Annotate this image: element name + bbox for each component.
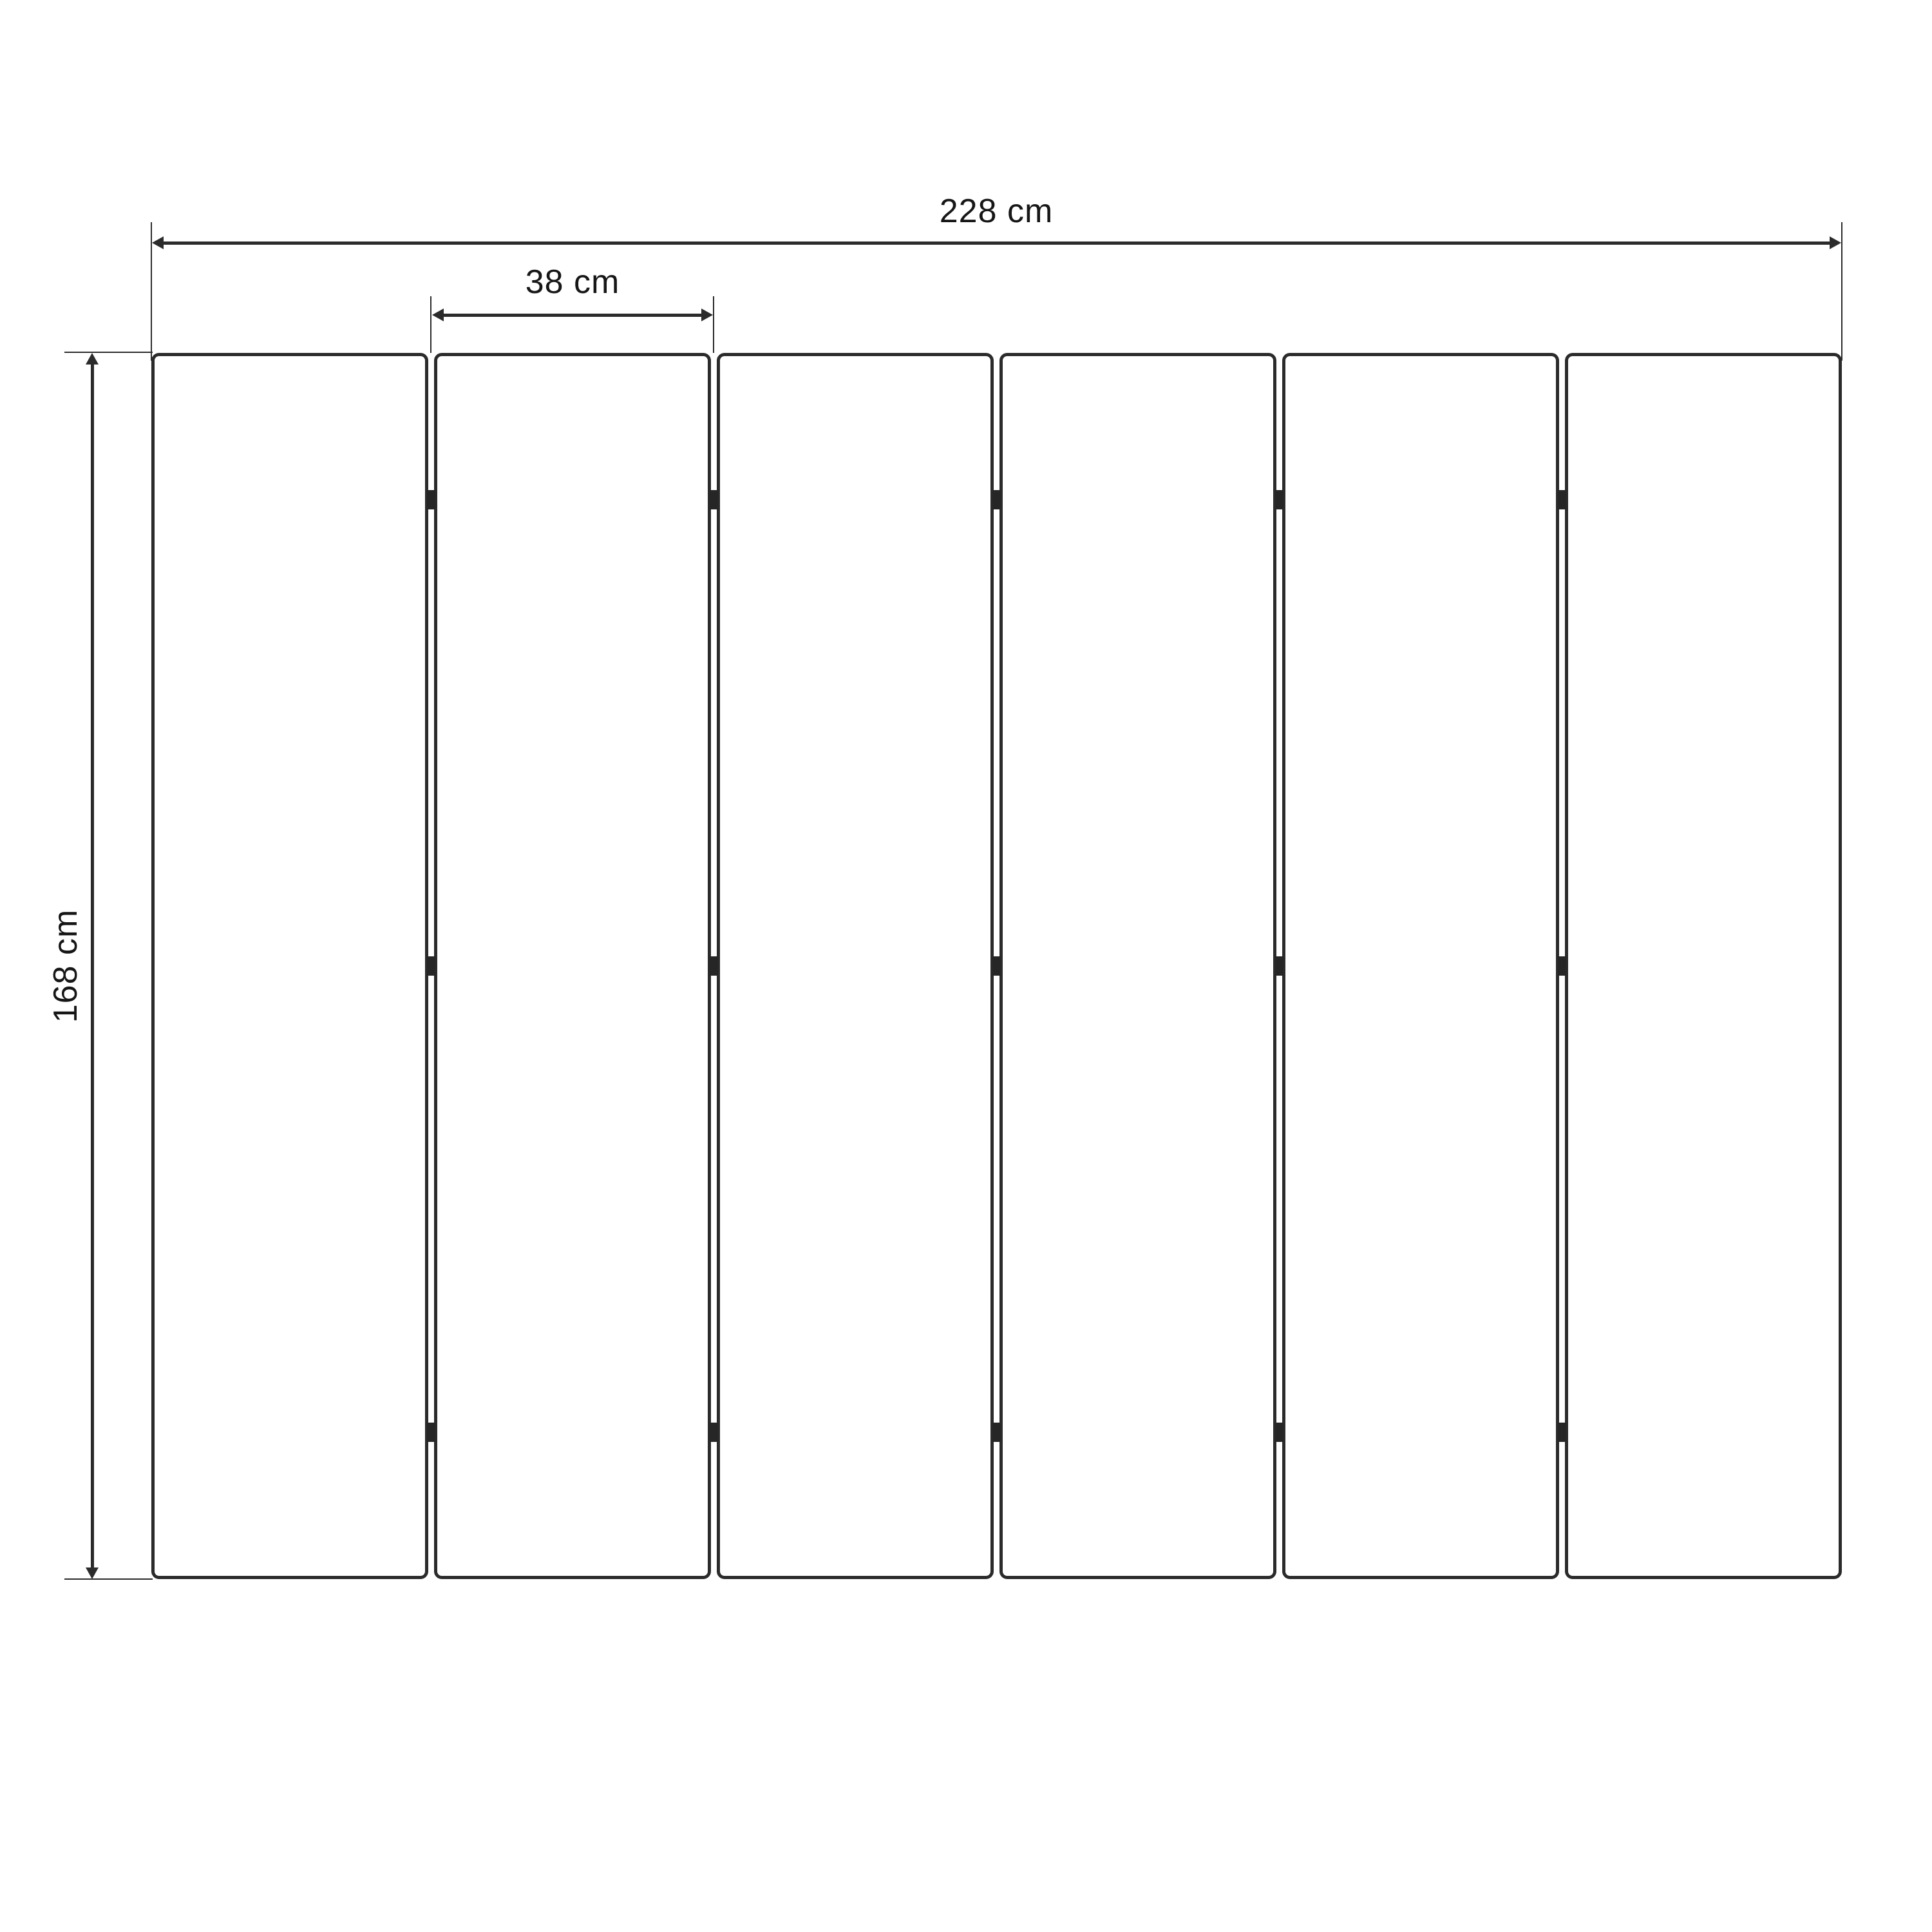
- height-extension-line-bottom: [64, 1578, 153, 1580]
- hinge-mark: [1558, 490, 1566, 509]
- panel: [434, 353, 711, 1579]
- panel-width-dimension-line: [441, 314, 704, 317]
- height-extension-line-top: [64, 352, 153, 353]
- total-width-label: 228 cm: [939, 193, 1054, 230]
- panel-width-extension-line-right: [713, 296, 714, 353]
- hinge-mark: [992, 490, 1001, 509]
- panel-width-extension-line-left: [430, 296, 431, 353]
- height-dimension-line: [91, 363, 94, 1569]
- hinge-mark: [427, 956, 435, 976]
- hinge-mark: [710, 956, 718, 976]
- hinge-mark: [1558, 956, 1566, 976]
- arrowhead-left-icon: [152, 236, 164, 249]
- arrowhead-up-icon: [86, 353, 99, 365]
- panel: [1282, 353, 1559, 1579]
- hinge-mark: [427, 1423, 435, 1442]
- panel: [717, 353, 994, 1579]
- total-width-dimension-line: [161, 242, 1832, 245]
- height-label: 168 cm: [47, 909, 84, 1023]
- total-width-extension-line-right: [1841, 222, 1842, 361]
- hinge-mark: [992, 1423, 1001, 1442]
- panel: [151, 353, 428, 1579]
- arrowhead-down-icon: [86, 1567, 99, 1579]
- arrowhead-right-icon: [1830, 236, 1841, 249]
- panel: [999, 353, 1276, 1579]
- hinge-mark: [1275, 1423, 1283, 1442]
- panel: [1565, 353, 1842, 1579]
- hinge-mark: [710, 1423, 718, 1442]
- hinge-mark: [1558, 1423, 1566, 1442]
- hinge-mark: [992, 956, 1001, 976]
- arrowhead-right-icon: [701, 308, 713, 321]
- hinge-mark: [1275, 956, 1283, 976]
- panel-width-label: 38 cm: [525, 263, 620, 301]
- arrowhead-left-icon: [432, 308, 444, 321]
- hinge-mark: [427, 490, 435, 509]
- hinge-mark: [710, 490, 718, 509]
- hinge-mark: [1275, 490, 1283, 509]
